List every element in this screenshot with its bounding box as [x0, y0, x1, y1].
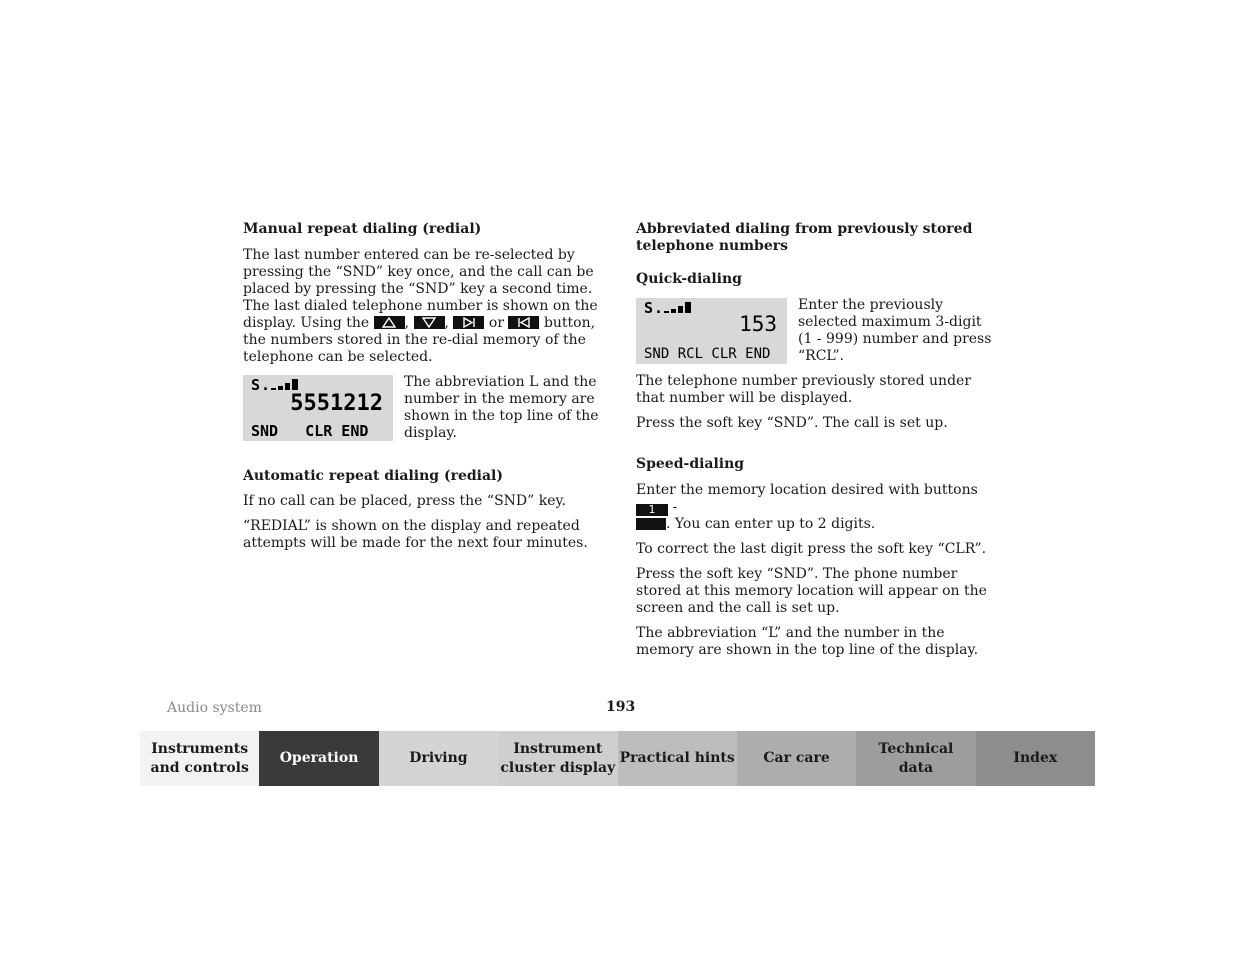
- nav-tab-index[interactable]: Index: [976, 731, 1095, 786]
- quick-dial-paragraph-2: The telephone number previously stored under that number will be displayed.: [636, 373, 972, 406]
- page-number: 193: [606, 699, 636, 715]
- nav-tab-car-care[interactable]: Car care: [737, 731, 856, 786]
- speed-dial-paragraph-2: To correct the last digit press the soft key “CLR”.: [636, 541, 987, 557]
- digit-key-last: [636, 518, 666, 530]
- up-arrow-icon: [374, 316, 405, 329]
- nav-tab-practical-hints[interactable]: Practical hints: [618, 731, 737, 786]
- speed-dial-paragraph-3: Press the soft key “SND”. The phone number stored at this memory location will appear on the screen and the call is set up.: [636, 566, 987, 616]
- manual-redial-heading: Manual repeat dialing (redial): [243, 221, 482, 237]
- redial-display-illustration: [243, 375, 393, 441]
- softkey-row: SND CLR END: [251, 422, 369, 440]
- speed-dial-paragraph-1: Enter the memory location desired with buttons 1 - . You can enter up to 2 digits.: [636, 482, 978, 532]
- right-column: [636, 221, 996, 667]
- signal-bars-icon: [664, 301, 694, 314]
- chapter-navigation-bar: [140, 731, 1095, 786]
- softkey-row: SND RCL CLR END: [644, 346, 771, 362]
- signal-bars-icon: [271, 378, 301, 391]
- left-column: [243, 221, 603, 560]
- digit-key-1: 1: [636, 504, 668, 516]
- speed-dialing-heading: Speed-dialing: [636, 456, 745, 472]
- footer-section-title: Audio system: [167, 700, 262, 716]
- nav-tab-technical-data[interactable]: Technical data: [856, 731, 975, 786]
- down-arrow-icon: [414, 316, 445, 329]
- nav-tab-instrument-cluster-display[interactable]: Instrument cluster display: [498, 731, 617, 786]
- abbreviated-dialing-heading: Abbreviated dialing from previously stored telephone numbers: [636, 221, 973, 254]
- quick-dial-display-illustration: [636, 298, 787, 364]
- quick-dialing-heading: Quick-dialing: [636, 271, 742, 287]
- quick-dial-paragraph-1: Enter the previously selected maximum 3-digit (1 - 999) number and press “RCL”.: [798, 297, 992, 364]
- auto-redial-heading: Automatic repeat dialing (redial): [243, 468, 503, 484]
- manual-redial-paragraph: The last number entered can be re-selected by pressing the “SND” key once, and the call can be placed by pressing the “SND” key a second time. The last dialed telephone number is shown on the display. Using the , , or button, the numbers stored in the re-dial memory of the telephone can be selected.: [243, 247, 598, 365]
- nav-tab-driving[interactable]: Driving: [379, 731, 498, 786]
- lcd-caption: The abbreviation L and the number in the memory are shown in the top line of the display.: [404, 374, 599, 441]
- nav-tab-operation[interactable]: Operation: [259, 731, 378, 786]
- redial-number: 5551212: [290, 391, 383, 416]
- auto-redial-paragraph-1: If no call can be placed, press the “SND” key.: [243, 493, 567, 509]
- quick-dial-paragraph-3: Press the soft key “SND”. The call is set up.: [636, 415, 948, 431]
- nav-tab-instruments-and-controls[interactable]: Instruments and controls: [140, 731, 259, 786]
- quick-dial-number: 153: [739, 312, 777, 336]
- signal-strength-indicator: S.: [644, 300, 694, 317]
- skip-back-icon: [508, 316, 539, 329]
- skip-forward-icon: [453, 316, 484, 329]
- signal-strength-indicator: S.: [251, 377, 301, 394]
- auto-redial-paragraph-2: “REDIAL” is shown on the display and repeated attempts will be made for the next four minutes.: [243, 518, 588, 551]
- speed-dial-paragraph-4: The abbreviation “L” and the number in the memory are shown in the top line of the display.: [636, 625, 979, 658]
